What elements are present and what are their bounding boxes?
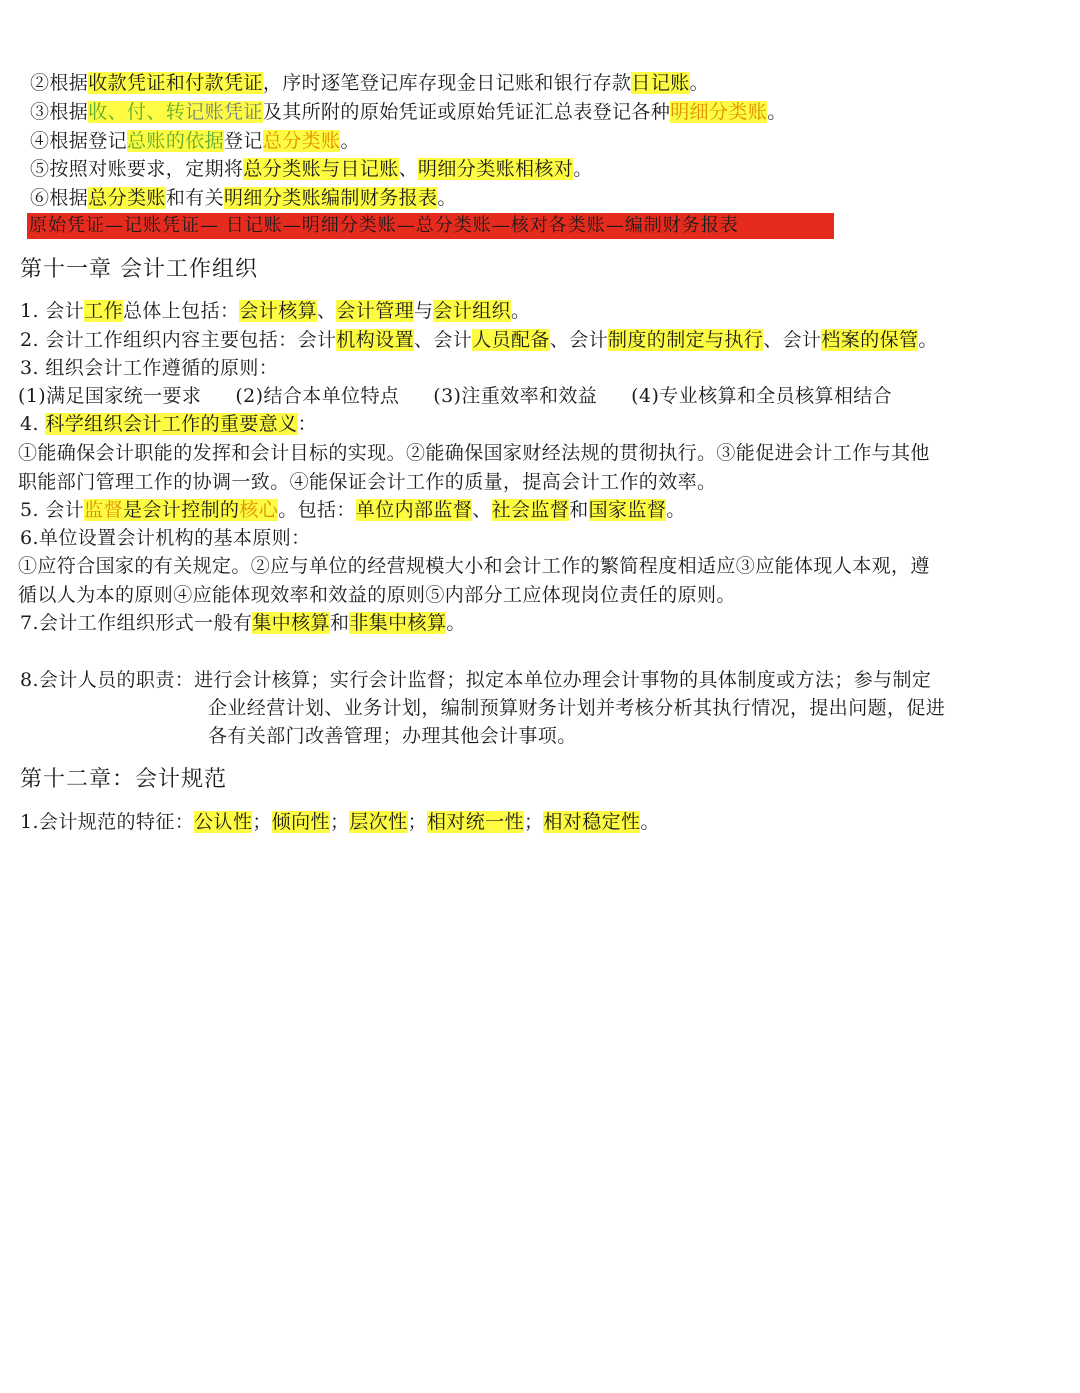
ch11-point-8-line-3: 各有关部门改善管理；办理其他会计事项。 [208,725,577,747]
list-item-2: ②根据收款凭证和付款凭证，序时逐笔登记库存现金日记账和银行存款日记账。 [30,72,710,94]
ch11-point-6-line-2: 循以人为本的原则④应能体现效率和效益的原则⑤内部分工应体现岗位责任的原则。 [18,584,736,606]
ch12-point-1: 1.会计规范的特征：公认性；倾向性；层次性；相对统一性；相对稳定性。 [20,811,660,833]
flow-banner: 原始凭证—记账凭证— 日记账—明细分类账—总分类账—核对各类账—编制财务报表 [27,213,834,239]
ch11-point-1: 1. 会计工作总体上包括：会计核算、会计管理与会计组织。 [20,300,531,322]
list-item-6: ⑥根据总分类账和有关明细分类账编制财务报表。 [30,187,457,209]
ch11-point-3: 3. 组织会计工作遵循的原则： [20,357,279,379]
ch11-point-4: 4. 科学组织会计工作的重要意义： [20,413,317,435]
ch11-point-3-principles: (1)满足国家统一要求 (2)结合本单位特点 (3)注重效率和效益 (4)专业核算和全员核算相结合 [18,385,893,407]
ch11-point-8-line-2: 企业经营计划、业务计划，编制预算财务计划并考核分析其执行情况，提出问题，促进 [208,697,946,719]
chapter-11-title: 第十一章 会计工作组织 [20,257,258,282]
list-item-3: ③根据收、付、转记账凭证及其所附的原始凭证或原始凭证汇总表登记各种明细分类账。 [30,101,787,123]
ch11-point-8-line-1: 8.会计人员的职责：进行会计核算；实行会计监督；拟定本单位办理会计事物的具体制度或方法；参与制定 [20,669,932,691]
list-item-4: ④根据登记总账的依据登记总分类账。 [30,130,360,152]
ch11-point-6: 6.单位设置会计机构的基本原则： [20,527,311,549]
ch11-point-6-line-1: ①应符合国家的有关规定。②应与单位的经营规模大小和会计工作的繁简程度相适应③应能体现人本观，遵 [18,555,930,577]
ch11-point-4-line-1: ①能确保会计职能的发挥和会计目标的实现。②能确保国家财经法规的贯彻执行。③能促进会计工作与其他 [18,442,930,464]
ch11-point-5: 5. 会计监督是会计控制的核心。包括：单位内部监督、社会监督和国家监督。 [20,499,686,521]
list-item-5: ⑤按照对账要求，定期将总分类账与日记账、明细分类账相核对。 [30,158,593,180]
ch11-point-4-line-2: 职能部门管理工作的协调一致。④能保证会计工作的质量，提高会计工作的效率。 [18,471,717,493]
ch11-point-7: 7.会计工作组织形式一般有集中核算和非集中核算。 [20,612,466,634]
ch11-point-2: 2. 会计工作组织内容主要包括：会计机构设置、会计人员配备、会计制度的制定与执行、会计档案的保管。 [20,329,938,351]
chapter-12-title: 第十二章：会计规范 [20,767,228,792]
